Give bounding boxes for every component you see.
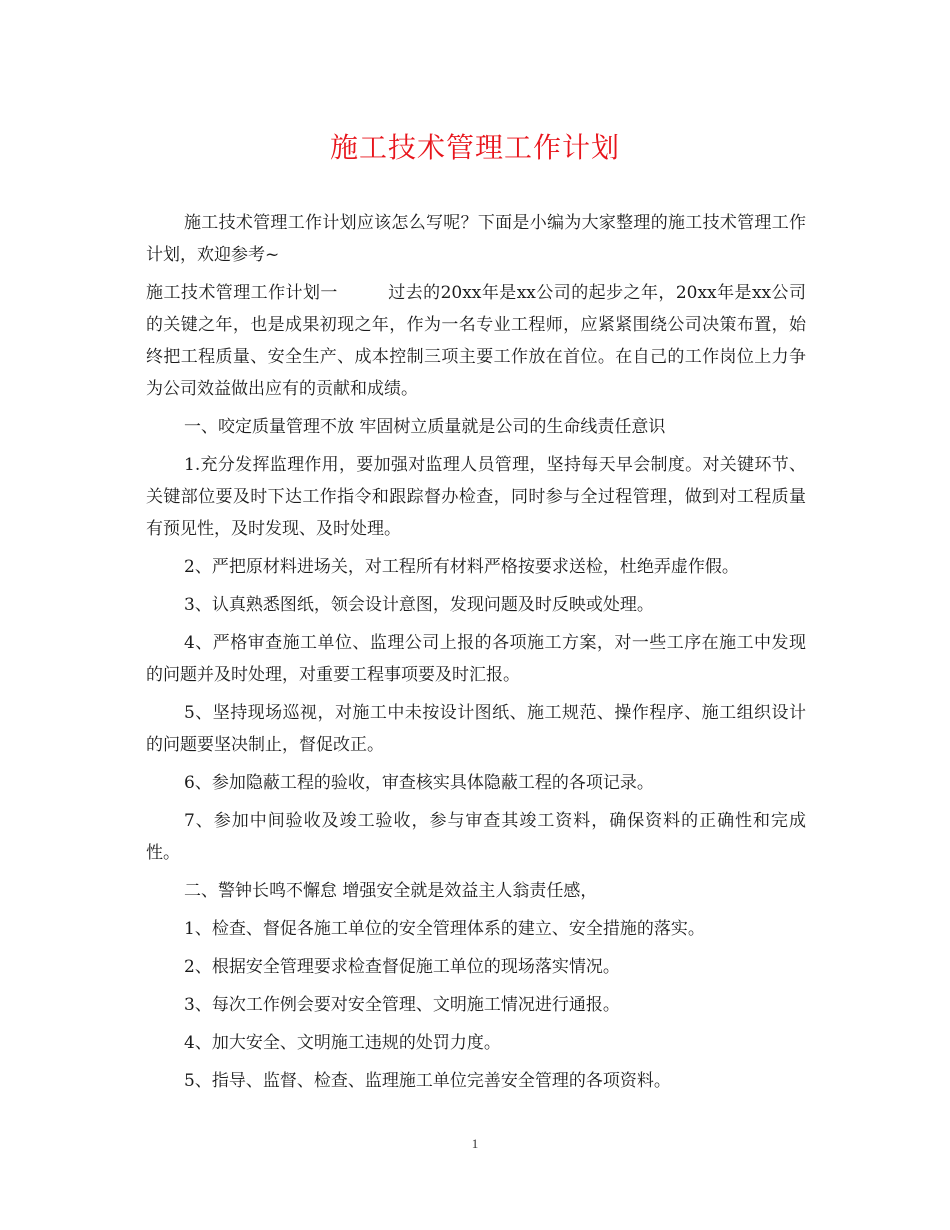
paragraph-quality-5: 5、坚持现场巡视，对施工中未按设计图纸、施工规范、操作程序、施工组织设计的问题要坚决制止，督促改正。 <box>146 703 806 755</box>
paragraph-safety-1: 1、检查、督促各施工单位的安全管理体系的建立、安全措施的落实。 <box>184 919 705 939</box>
section-paragraph <box>146 277 806 405</box>
intro-paragraph: 施工技术管理工作计划应该怎么写呢？下面是小编为大家整理的施工技术管理工作计划，欢迎参考~ <box>146 213 806 265</box>
document-title: 施工技术管理工作计划 <box>329 131 620 164</box>
paragraph-safety-5: 5、指导、监督、检查、监理施工单位完善安全管理的各项资料。 <box>184 1071 671 1091</box>
paragraph-quality-6: 6、参加隐蔽工程的验收，审查核实具体隐蔽工程的各项记录。 <box>184 773 654 793</box>
section-text: 过去的20xx年是xx公司的起步之年，20xx年是xx公司的关键之年，也是成果初现之年，作为一名专业工程师，应紧紧围绕公司决策布置，始终把工程质量、安全生产、成本控制三项主要工作放在首位。在自己的工作岗位上力争为公司效益做出应有的贡献和成绩。 <box>146 283 806 399</box>
paragraph-safety-heading: 二、警钟长鸣不懈怠 增强安全就是效益主人翁责任感， <box>184 881 598 901</box>
paragraph-quality-4: 4、严格审查施工单位、监理公司上报的各项施工方案，对一些工序在施工中发现的问题并及时处理，对重要工程事项要及时汇报。 <box>146 633 806 685</box>
paragraph-safety-2: 2、根据安全管理要求检查督促施工单位的现场落实情况。 <box>184 957 620 977</box>
section-label: 施工技术管理工作计划一 <box>146 283 338 303</box>
paragraph-quality-3: 3、认真熟悉图纸，领会设计意图，发现问题及时反映或处理。 <box>184 595 654 615</box>
paragraph-quality-1: 1.充分发挥监理作用，要加强对监理人员管理，坚持每天早会制度。对关键环节、关键部位要及时下达工作指令和跟踪督办检查，同时参与全过程管理，做到对工程质量有预见性，及时发现、及时处理。 <box>146 455 806 539</box>
paragraph-quality-2: 2、严把原材料进场关，对工程所有材料严格按要求送检，杜绝弄虚作假。 <box>184 557 739 577</box>
paragraph-quality-heading: 一、咬定质量管理不放 牢固树立质量就是公司的生命线责任意识 <box>184 417 666 437</box>
document-body <box>146 207 806 1103</box>
paragraph-quality-7: 7、参加中间验收及竣工验收，参与审查其竣工资料，确保资料的正确性和完成性。 <box>146 811 806 863</box>
page-number: 1 <box>471 1136 479 1151</box>
paragraph-safety-4: 4、加大安全、文明施工违规的处罚力度。 <box>184 1033 501 1053</box>
paragraph-safety-3: 3、每次工作例会要对安全管理、文明施工情况进行通报。 <box>184 995 620 1015</box>
